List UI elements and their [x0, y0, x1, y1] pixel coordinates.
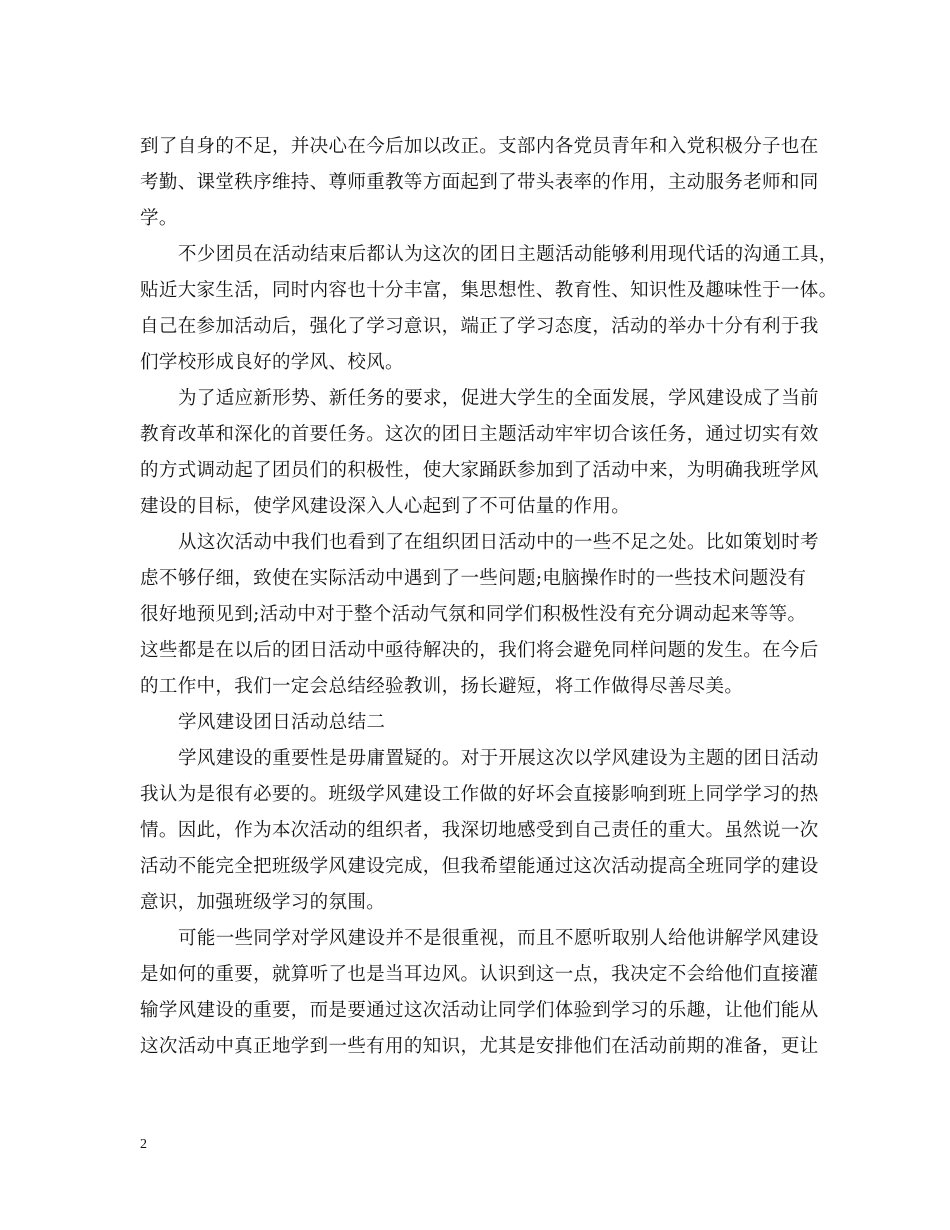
- page-number: 2: [140, 1137, 147, 1152]
- text-line: 活动不能完全把班级学风建设完成，但我希望能通过这次活动提高全班同学的建设: [140, 856, 819, 877]
- text-line: 可能一些同学对学风建设并不是很重视，而且不愿听取别人给他讲解学风建设: [178, 928, 819, 949]
- text-line: 情。因此，作为本次活动的组织者，我深切地感受到自己责任的重大。虽然说一次: [140, 820, 819, 841]
- text-line: 们学校形成良好的学风、校风。: [140, 352, 404, 373]
- text-line: 我认为是很有必要的。班级学风建设工作做的好坏会直接影响到班上同学学习的热: [140, 784, 819, 805]
- text-line: 建设的目标，使学风建设深入人心起到了不可估量的作用。: [140, 496, 631, 517]
- text-line: 是如何的重要，就算听了也是当耳边风。认识到这一点，我决定不会给他们直接灌: [140, 964, 819, 985]
- text-line: 自己在参加活动后，强化了学习意识，端正了学习态度，活动的举办十分有利于我: [140, 316, 819, 337]
- text-line: 这次活动中真正地学到一些有用的知识，尤其是安排他们在活动前期的准备，更让: [140, 1036, 819, 1057]
- text-line: 输学风建设的重要，而是要通过这次活动让同学们体验到学习的乐趣，让他们能从: [140, 1000, 819, 1021]
- text-line: 考勤、课堂秩序维持、尊师重教等方面起到了带头表率的作用，主动服务老师和同: [140, 172, 819, 193]
- text-line: 不少团员在活动结束后都认为这次的团日主题活动能够利用现代话的沟通工具，: [178, 244, 838, 265]
- text-line: 学。: [140, 208, 178, 229]
- text-line: 到了自身的不足，并决心在今后加以改正。支部内各党员青年和入党积极分子也在: [140, 136, 819, 157]
- text-line: 这些都是在以后的团日活动中亟待解决的，我们将会避免同样问题的发生。在今后: [140, 640, 819, 661]
- text-line: 意识，加强班级学习的氛围。: [140, 892, 386, 913]
- text-line: 为了适应新形势、新任务的要求，促进大学生的全面发展，学风建设成了当前: [178, 388, 819, 409]
- text-line: 虑不够仔细，致使在实际活动中遇到了一些问题;电脑操作时的一些技术问题没有: [140, 568, 807, 589]
- text-line: 学风建设的重要性是毋庸置疑的。对于开展这次以学风建设为主题的团日活动: [178, 748, 819, 769]
- text-line: 很好地预见到;活动中对于整个活动气氛和同学们积极性没有充分调动起来等等。: [140, 604, 807, 625]
- text-line: 教育改革和深化的首要任务。这次的团日主题活动牢牢切合该任务，通过切实有效: [140, 424, 819, 445]
- section-heading: 学风建设团日活动总结二: [178, 712, 386, 733]
- text-line: 的工作中，我们一定会总结经验教训，扬长避短，将工作做得尽善尽美。: [140, 676, 744, 697]
- text-line: 贴近大家生活，同时内容也十分丰富，集思想性、教育性、知识性及趣味性于一体。: [140, 280, 838, 301]
- text-line: 的方式调动起了团员们的积极性，使大家踊跃参加到了活动中来，为明确我班学风: [140, 460, 819, 481]
- text-line: 从这次活动中我们也看到了在组织团日活动中的一些不足之处。比如策划时考: [178, 532, 819, 553]
